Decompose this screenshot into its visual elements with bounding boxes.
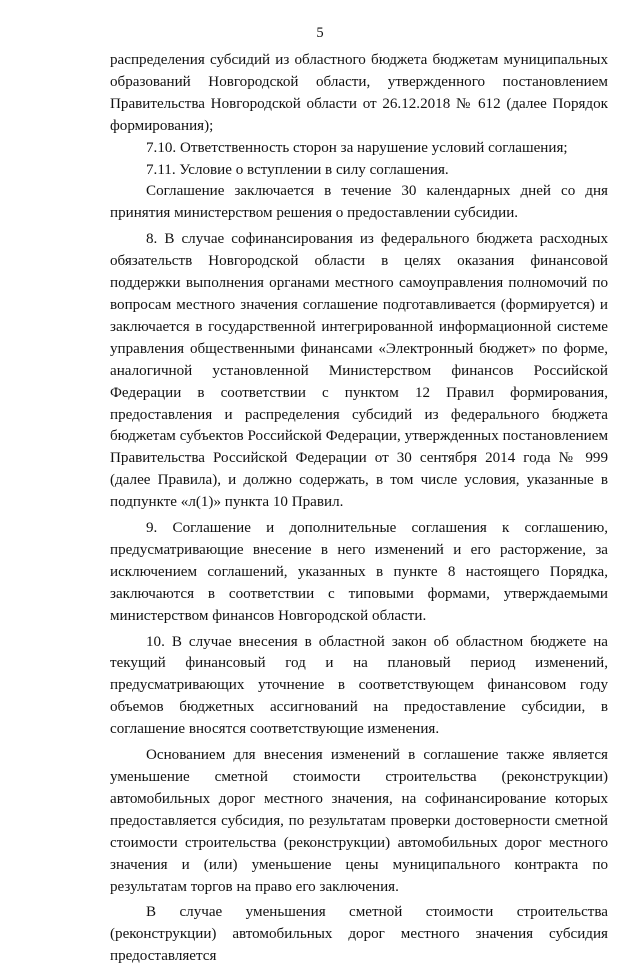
paragraph-continuation: распределения субсидий из областного бюджета бюджетам муниципальных образований Новгородской области, утвержденного постановлением Правительства Новгородской области от 26.12.2018 № 612 (далее Порядок формирования); bbox=[110, 52, 608, 134]
document-body bbox=[110, 50, 608, 968]
paragraph-9: 9. Соглашение и дополнительные соглашения к соглашению, предусматривающие внесение в него изменений и его расторжение, за исключением соглашений, указанных в пункте 8 настоящего Порядка, заключаются в соответствии с типовыми формами, утверждаемыми министерством финансов Новгородской области. bbox=[110, 520, 608, 624]
paragraph-10: 10. В случае внесения в областной закон об областном бюджете на текущий финансовый год и на плановый период изменений, предусматривающих уточнение в соответствующем финансовом году объемов бюджетных ассигнований на предоставление субсидии, в соглашение вносятся соответствующие изменения. bbox=[110, 633, 608, 738]
paragraph-8: 8. В случае софинансирования из федерального бюджета расходных обязательств Новгородской области в целях оказания финансовой поддержки выполнения органами местного самоуправления полномочий по вопросам местного значения соглашение подготавливается (формируется) и заключается в государственной интегрированной информационной системе управления общественными финансами «Электронный бюджет» по форме, аналогичной установленной Министерством финансов Российской Федерации в соответствии с пунктом 12 Правил формирования, предоставления и распределения субсидий из федерального бюджета бюджетам субъектов Российской Федерации, утвержденных постановлением Правительства Российской Федерации от 30 сентября 2014 года № 999 (далее Правила), и должно содержать, в том числе условия, указанные в подпункте «л(1)» пункта 10 Правил. bbox=[110, 231, 608, 511]
paragraph-agreement-term: Соглашение заключается в течение 30 календарных дней со дня принятия министерством решения о предоставлении субсидии. bbox=[110, 183, 608, 222]
paragraph-amendment-basis: Основанием для внесения изменений в соглашение также является уменьшение сметной стоимости строительства (реконструкции) автомобильных дорог местного значения, на софинансирование которых предоставляется субсидия, по результатам проверки достоверности сметной стоимости строительства (реконструкции) автомобильных дорог местного значения и (или) уменьшение цены муниципального контракта по результатам торгов на право его заключения. bbox=[110, 747, 608, 895]
paragraph-7-11: 7.11. Условие о вступлении в силу соглашения. bbox=[146, 161, 449, 178]
paragraph-cost-reduction: В случае уменьшения сметной стоимости строительства (реконструкции) автомобильных дорог местного значения субсидия предоставляется bbox=[110, 904, 608, 965]
paragraph-7-10: 7.10. Ответственность сторон за нарушение условий соглашения; bbox=[146, 139, 568, 156]
page-number: 5 bbox=[316, 25, 324, 41]
